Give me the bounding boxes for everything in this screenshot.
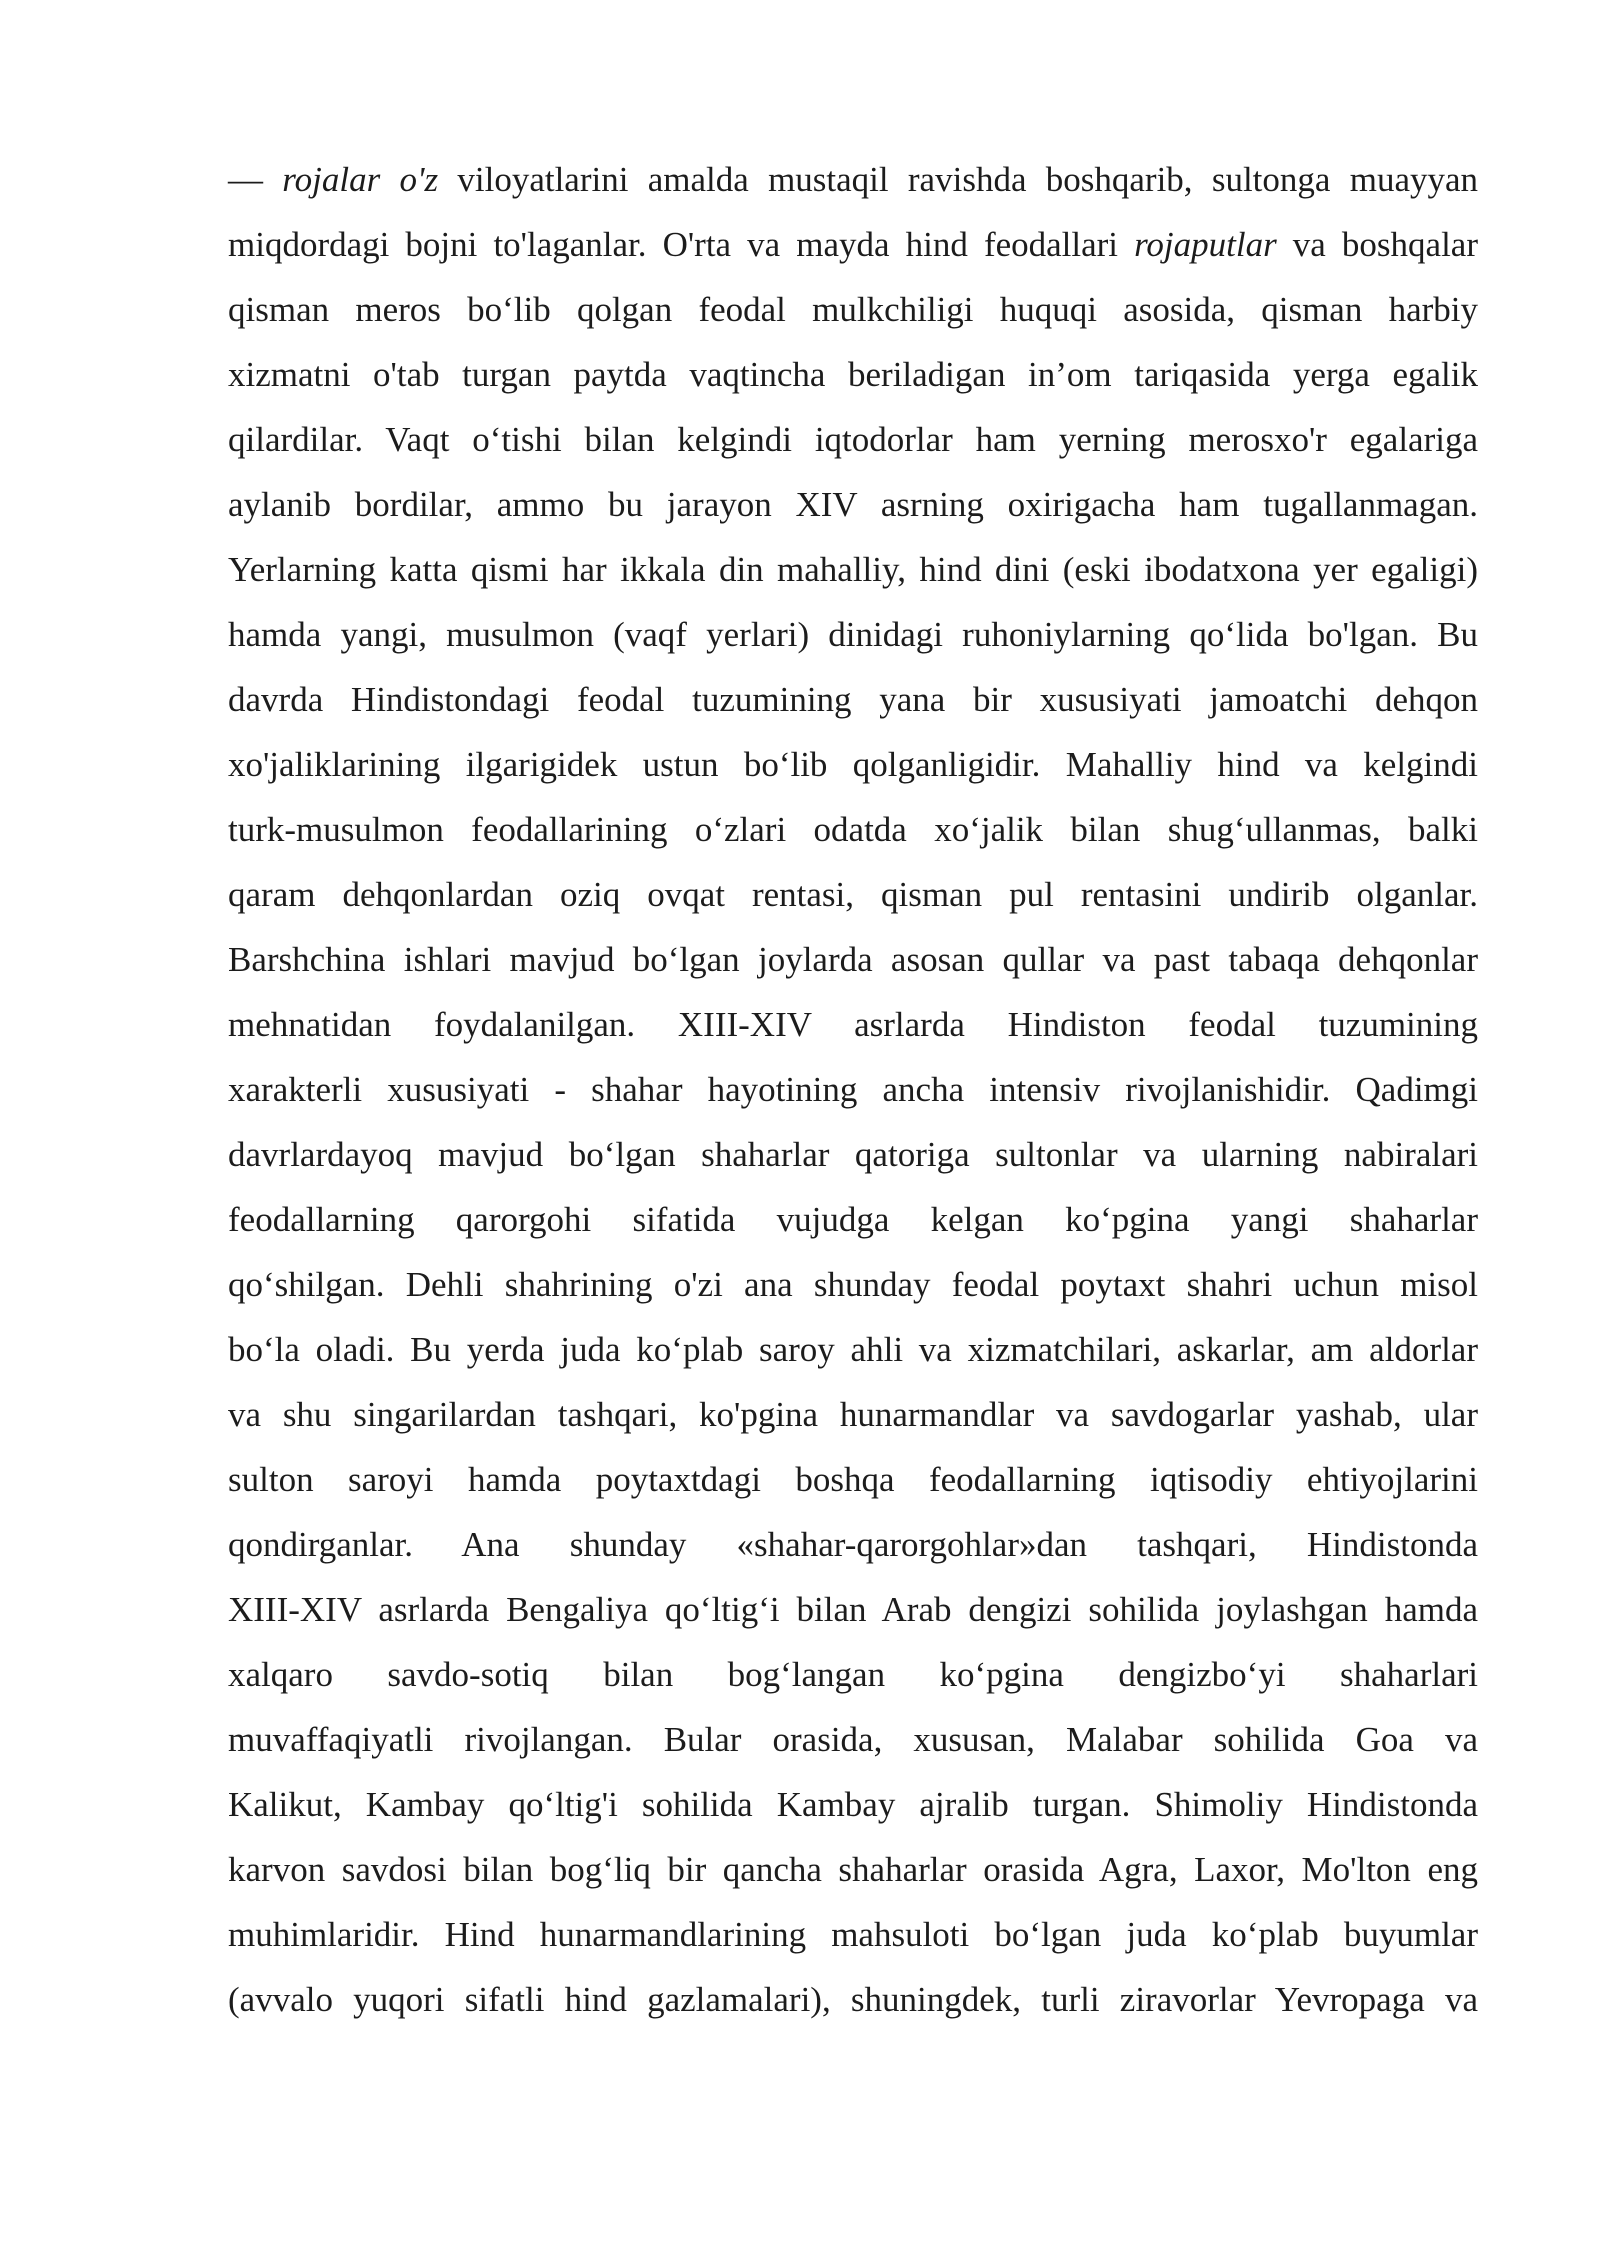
text-line — [228, 277, 1478, 342]
text-run: qondirganlar. Ana shunday «shahar-qarorgohlar»dan tashqari, Hindistonda — [228, 1525, 1478, 1564]
text-run: mehnatidan foydalanilgan. XIII-XIV asrlarda Hindiston feodal tuzumining — [228, 1005, 1478, 1044]
text-line — [228, 862, 1478, 927]
text-line — [228, 1642, 1478, 1707]
text-run: feodallarning qarorgohi sifatida vujudga kelgan ko‘pgina yangi shaharlar — [228, 1200, 1478, 1239]
text-run: qaram dehqonlardan oziq ovqat rentasi, qisman pul rentasini undirib olganlar. — [228, 875, 1478, 914]
text-line — [228, 147, 1478, 212]
text-line — [228, 1967, 1478, 2032]
text-run: qilardilar. Vaqt o‘tishi bilan kelgindi iqtodorlar ham yerning merosxo'r egalariga — [228, 420, 1478, 459]
text-run: xizmatni o'tab turgan paytda vaqtincha beriladigan in’om tariqasida yerga egalik — [228, 355, 1478, 394]
text-run: Kalikut, Kambay qo‘ltig'i sohilida Kambay ajralib turgan. Shimoliy Hindistonda — [228, 1785, 1478, 1824]
text-line — [228, 472, 1478, 537]
text-line — [228, 212, 1478, 277]
text-run: xarakterli xususiyati - shahar hayotining ancha intensiv rivojlanishidir. Qadimgi — [228, 1070, 1478, 1109]
text-line — [228, 1902, 1478, 1967]
text-run: viloyatlarini amalda mustaqil ravishda boshqarib, sultonga muayyan — [438, 160, 1479, 199]
text-run: davrlardayoq mavjud bo‘lgan shaharlar qatoriga sultonlar va ularning nabiralari — [228, 1135, 1478, 1174]
text-run: xalqaro savdo-sotiq bilan bog‘langan ko‘pgina dengizbo‘yi shaharlari — [228, 1655, 1478, 1694]
text-line — [228, 732, 1478, 797]
text-line — [228, 1252, 1478, 1317]
text-line — [228, 602, 1478, 667]
text-line — [228, 407, 1478, 472]
text-line — [228, 927, 1478, 992]
text-line — [228, 797, 1478, 862]
text-line — [228, 1122, 1478, 1187]
text-run: qo‘shilgan. Dehli shahrining o'zi ana shunday feodal poytaxt shahri uchun misol — [228, 1265, 1478, 1304]
text-run: va shu singarilardan tashqari, ko'pgina hunarmandlar va savdogarlar yashab, ular — [228, 1395, 1478, 1434]
text-run: aylanib bordilar, ammo bu jarayon XIV asrning oxirigacha ham tugallanmagan. — [228, 485, 1478, 524]
text-run: Yerlarning katta qismi har ikkala din mahalliy, hind dini (eski ibodatxona yer egaligi) — [228, 550, 1478, 589]
italic-term: rojaputlar — [1134, 225, 1277, 264]
text-run: sulton saroyi hamda poytaxtdagi boshqa feodallarning iqtisodiy ehtiyojlarini — [228, 1460, 1478, 1499]
text-run: Barshchina ishlari mavjud bo‘lgan joylarda asosan qullar va past tabaqa dehqonlar — [228, 940, 1478, 979]
text-run: va boshqalar — [1276, 225, 1478, 264]
text-line — [228, 537, 1478, 602]
text-run: muhimlaridir. Hind hunarmandlarining mahsuloti bo‘lgan juda ko‘plab buyumlar — [228, 1915, 1478, 1954]
text-line — [228, 1512, 1478, 1577]
text-run: XIII-XIV asrlarda Bengaliya qo‘ltig‘i bilan Arab dengizi sohilida joylashgan hamda — [228, 1590, 1478, 1629]
text-line — [228, 1382, 1478, 1447]
text-line — [228, 992, 1478, 1057]
text-run: — — [228, 160, 283, 199]
text-run: hamda yangi, musulmon (vaqf yerlari) dinidagi ruhoniylarning qo‘lida bo'lgan. Bu — [228, 615, 1478, 654]
text-run: karvon savdosi bilan bog‘liq bir qancha shaharlar orasida Agra, Laxor, Mo'lton eng — [228, 1850, 1478, 1889]
text-line — [228, 342, 1478, 407]
text-run: miqdordagi bojni to'laganlar. O'rta va mayda hind feodallari — [228, 225, 1135, 264]
text-line — [228, 667, 1478, 732]
text-line — [228, 1707, 1478, 1772]
body-text — [228, 147, 1478, 2032]
text-run: muvaffaqiyatli rivojlangan. Bular orasida, xususan, Malabar sohilida Goa va — [228, 1720, 1478, 1759]
text-line — [228, 1057, 1478, 1122]
text-run: bo‘la oladi. Bu yerda juda ko‘plab saroy ahli va xizmatchilari, askarlar, am aldorlar — [228, 1330, 1478, 1369]
text-run: qisman meros bo‘lib qolgan feodal mulkchiligi huquqi asosida, qisman harbiy — [228, 290, 1478, 329]
text-line — [228, 1772, 1478, 1837]
italic-term: rojalar o'z — [282, 160, 439, 199]
text-line — [228, 1577, 1478, 1642]
text-run: (avvalo yuqori sifatli hind gazlamalari), shuningdek, turli ziravorlar Yevropaga va — [228, 1980, 1478, 2019]
text-run: xo'jaliklarining ilgarigidek ustun bo‘lib qolganligidir. Mahalliy hind va kelgindi — [228, 745, 1478, 784]
text-run: davrda Hindistondagi feodal tuzumining yana bir xususiyati jamoatchi dehqon — [228, 680, 1478, 719]
text-line — [228, 1447, 1478, 1512]
text-line — [228, 1187, 1478, 1252]
text-line — [228, 1837, 1478, 1902]
text-run: turk-musulmon feodallarining o‘zlari odatda xo‘jalik bilan shug‘ullanmas, balki — [228, 810, 1478, 849]
text-line — [228, 1317, 1478, 1382]
